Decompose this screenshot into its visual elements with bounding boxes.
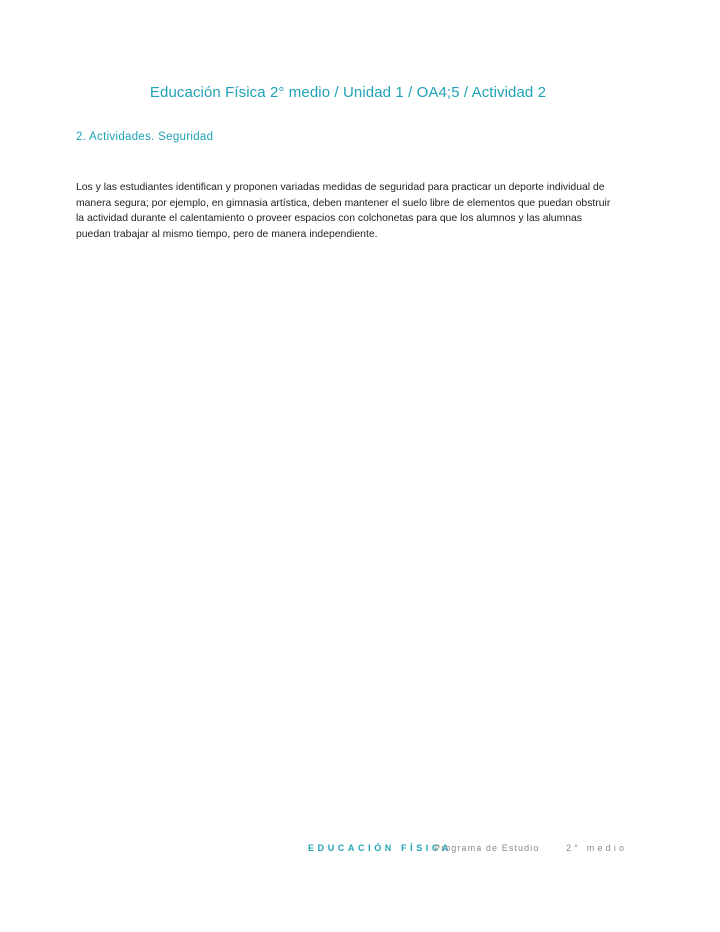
- footer-subject: EDUCACIÓN FÍSICA: [308, 843, 453, 853]
- section-heading: 2. Actividades. Seguridad: [76, 131, 214, 143]
- footer-grade-label: 2° medio: [566, 843, 628, 853]
- footer-program-label: Programa de Estudio: [434, 843, 540, 853]
- page-footer: [0, 843, 720, 859]
- section-body-text: Los y las estudiantes identifican y proponen variadas medidas de seguridad para practicar un deporte individual de manera segura; por ejemplo, en gimnasia artística, deben mantener el suelo libre de elementos que puedan obstruir la actividad durante el calentamiento o proveer espacios con colchonetas para que los alumnos y las alumnas puedan trabajar al mismo tiempo, pero de manera independiente.: [76, 182, 611, 240]
- page-title: Educación Física 2° medio / Unidad 1 / OA4;5 / Actividad 2: [149, 84, 547, 101]
